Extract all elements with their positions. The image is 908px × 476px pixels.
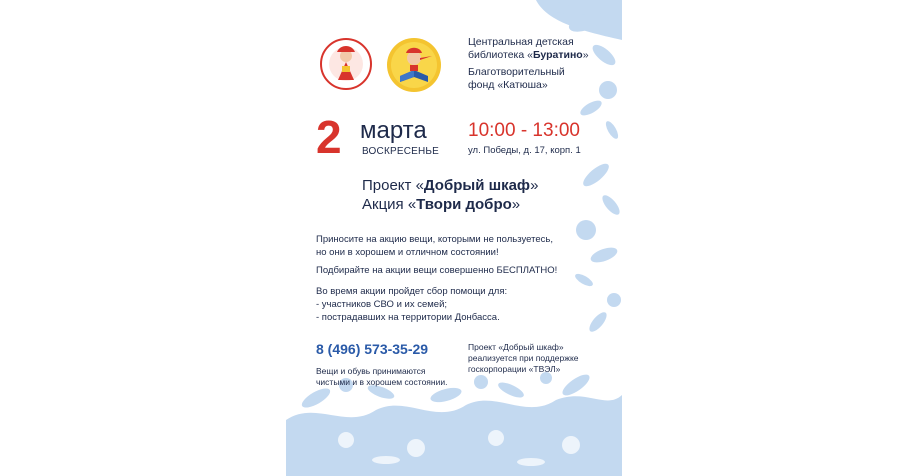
action-suffix: » — [511, 196, 521, 213]
organizer-fund-line2: фонд «Катюша» — [468, 79, 548, 91]
paragraph-bring-items — [316, 233, 596, 259]
event-address: ул. Победы, д. 17, корп. 1 — [468, 145, 581, 156]
list-item: - участников СВО и их семей; — [316, 299, 448, 310]
event-weekday: ВОСКРЕСЕНЬЕ — [362, 146, 440, 157]
library-name: Буратино — [532, 49, 583, 61]
event-day: 2 — [316, 111, 342, 163]
sponsor-note — [468, 342, 608, 375]
organizer-fund-line1: Благотворительный — [468, 66, 565, 78]
event-time: 10:00 - 13:00 — [468, 120, 580, 141]
paragraph-line: Приносите на акцию вещи, которыми не пользуетесь, — [316, 234, 553, 245]
project-name: Добрый шкаф — [423, 177, 531, 194]
paragraph-aid — [316, 285, 596, 324]
action-prefix: Акция « — [362, 196, 417, 213]
paragraph-line: Во время акции пройдет сбор помощи для: — [316, 286, 508, 297]
contact-phone: 8 (496) 573-35-29 — [316, 341, 429, 357]
project-title — [362, 177, 538, 195]
library-prefix: библиотека « — [468, 49, 533, 61]
paragraph-line: но они в хорошем и отличном состоянии! — [316, 247, 499, 258]
acceptance-note — [316, 366, 476, 388]
buratino-library-logo — [386, 36, 442, 94]
katyusha-fund-logo — [320, 36, 372, 92]
note-line: Вещи и обувь принимаются — [316, 366, 426, 376]
sponsor-line: реализуется при поддержке — [468, 353, 579, 363]
paragraph-free: Подбирайте на акции вещи совершенно БЕСПЛАТНО! — [316, 265, 558, 276]
organizer-library-line1: Центральная детская — [468, 36, 574, 48]
organizer-fund — [468, 66, 565, 92]
organizer-library — [468, 36, 589, 62]
sponsor-line: госкорпорации «ТВЭЛ» — [468, 364, 561, 374]
list-item: - пострадавших на территории Донбасса. — [316, 312, 500, 323]
action-title — [362, 196, 520, 214]
project-prefix: Проект « — [362, 177, 424, 194]
organizer-library-line2 — [468, 49, 589, 62]
action-name: Твори добро — [416, 196, 512, 213]
event-poster — [286, 0, 622, 476]
library-suffix: » — [582, 49, 589, 61]
note-line: чистыми и в хорошем состоянии. — [316, 377, 448, 387]
sponsor-line: Проект «Добрый шкаф» — [468, 342, 564, 352]
event-month: марта — [360, 117, 427, 144]
project-suffix: » — [530, 177, 539, 194]
